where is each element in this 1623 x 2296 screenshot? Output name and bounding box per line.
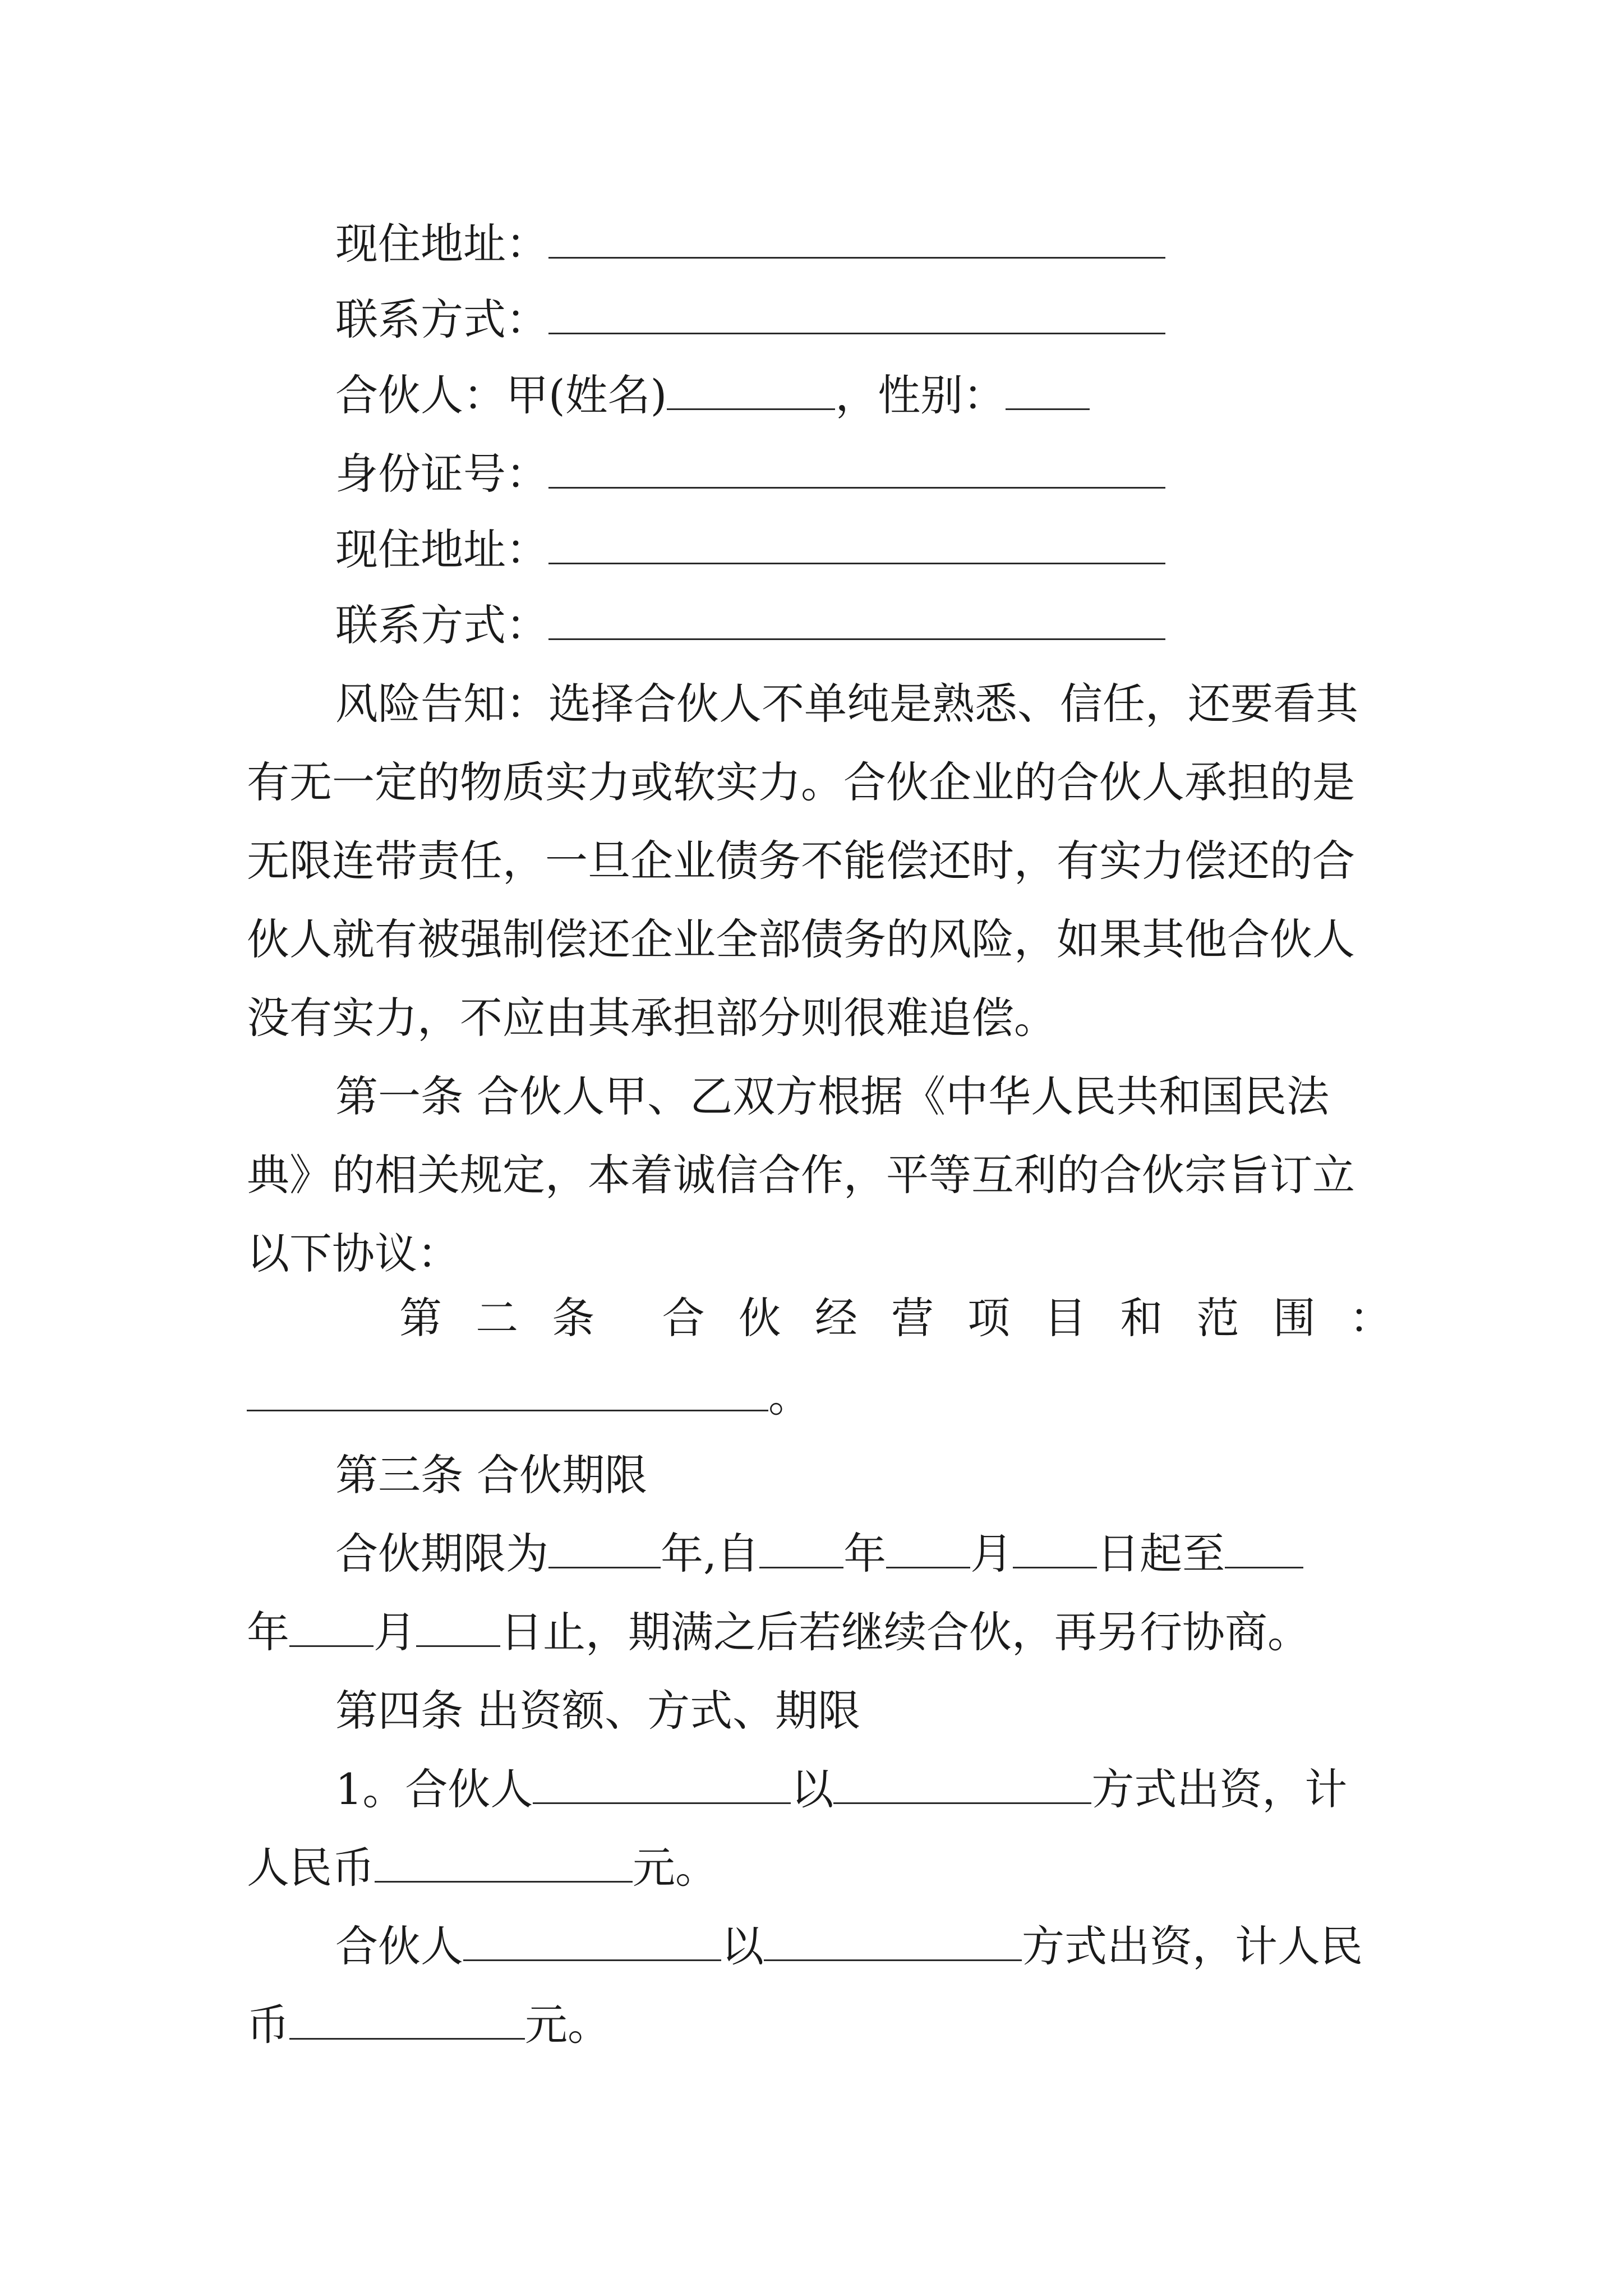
start-day-label: 日起至 <box>1097 1529 1225 1579</box>
article3-line-1 <box>335 1526 1303 1582</box>
article4-p2-line-1 <box>335 1918 1363 1975</box>
article4-item1-line-2 <box>247 1840 718 1896</box>
article1-line-2: 典》的相关规定，本着诚信合作，平等互利的合伙宗旨订立 <box>247 1150 1355 1200</box>
p2-method-label: 方式出资，计人民 <box>1022 1921 1363 1971</box>
item1-partner-blank <box>533 1763 791 1804</box>
address-row-2 <box>335 522 1165 578</box>
address-row <box>335 216 1165 272</box>
term-year-from: 年,自 <box>661 1529 760 1579</box>
start-month-blank <box>886 1527 970 1568</box>
item1-yi: 以 <box>791 1764 834 1814</box>
p2-method-blank <box>764 1920 1022 1961</box>
item1-prefix: 1。合伙人 <box>335 1764 533 1814</box>
p2-amount-blank <box>289 1999 525 2040</box>
p2-partner-blank <box>463 1920 721 1961</box>
risk-line-1: 风险告知：选择合伙人不单纯是熟悉、信任，还要看其 <box>335 679 1358 729</box>
start-month-label: 月 <box>970 1529 1013 1579</box>
article3-ending: 日止，期满之后若继续合伙，再另行协商。 <box>500 1607 1310 1657</box>
gender-label: ，性别： <box>835 370 1006 420</box>
id-row <box>335 446 1165 502</box>
article1-line-1: 第一条 合伙人甲、乙双方根据《中华人民共和国民法 <box>335 1071 1330 1121</box>
address-label-2: 现住地址： <box>335 524 548 574</box>
partner-a-label: 合伙人：甲(姓名) <box>335 370 667 420</box>
item1-rmb: 人民币 <box>247 1843 375 1893</box>
p2-yi: 以 <box>721 1921 764 1971</box>
article1-line-3: 以下协议： <box>247 1228 460 1278</box>
risk-line-2: 有无一定的物质实力或软实力。合伙企业的合伙人承担的是 <box>247 757 1355 807</box>
item1-yuan: 元。 <box>633 1843 718 1893</box>
start-year-label: 年 <box>843 1529 887 1579</box>
article2-char: 和 <box>1120 1293 1163 1343</box>
scope-blank <box>247 1370 768 1411</box>
article3-title: 第三条 合伙期限 <box>335 1450 648 1500</box>
id-label: 身份证号： <box>335 449 548 499</box>
risk-line-4: 伙人就有被强制偿还企业全部债务的风险，如果其他合伙人 <box>247 914 1355 964</box>
article2-char: 二 <box>476 1293 519 1343</box>
article2-char: 伙 <box>738 1293 781 1343</box>
article2-char: 第 <box>399 1293 442 1343</box>
term-years-blank <box>548 1527 661 1568</box>
article2-char: 条 <box>552 1293 595 1343</box>
article2-char: 经 <box>814 1293 857 1343</box>
contact-label-2: 联系方式： <box>335 600 548 650</box>
end-month-label: 月 <box>374 1607 416 1657</box>
risk-line-3: 无限连带责任，一旦企业债务不能偿还时，有实力偿还的合 <box>247 836 1355 886</box>
contact-row <box>335 292 1165 348</box>
start-day-blank <box>1013 1527 1097 1568</box>
article2-heading <box>399 1290 1392 1346</box>
article2-char: 合 <box>662 1293 705 1343</box>
address-label: 现住地址： <box>335 219 548 269</box>
end-day-blank <box>416 1606 500 1647</box>
address-blank-2 <box>548 523 1165 564</box>
article2-char: ： <box>1349 1293 1392 1343</box>
end-year-blank <box>1225 1527 1303 1568</box>
p2-prefix: 合伙人 <box>335 1921 463 1971</box>
article2-char: 围 <box>1272 1293 1316 1343</box>
article2-scope-row <box>247 1369 811 1425</box>
end-month-blank <box>289 1606 374 1647</box>
article4-title: 第四条 出资额、方式、期限 <box>335 1686 861 1736</box>
id-blank <box>548 448 1165 489</box>
article4-item1-line-1 <box>335 1761 1347 1818</box>
article2-char: 项 <box>967 1293 1011 1343</box>
partner-a-row <box>335 367 1090 424</box>
address-blank <box>548 218 1165 259</box>
item1-method-label: 方式出资，计 <box>1091 1764 1348 1814</box>
contact-row-2 <box>335 597 1165 654</box>
article3-line-2 <box>247 1604 1310 1660</box>
partner-a-name-blank <box>667 369 835 410</box>
p2-bi: 币 <box>247 2000 289 2050</box>
article2-char: 范 <box>1196 1293 1239 1343</box>
gender-blank <box>1006 369 1090 410</box>
start-year-blank <box>759 1527 843 1568</box>
article4-p2-line-2 <box>247 1997 610 2053</box>
article2-char: 目 <box>1044 1293 1087 1343</box>
article2-end: 。 <box>768 1372 811 1421</box>
article2-char: 营 <box>891 1293 934 1343</box>
term-label: 合伙期限为 <box>335 1529 548 1579</box>
contact-label: 联系方式： <box>335 295 548 344</box>
item1-method-blank <box>833 1763 1091 1804</box>
risk-line-5: 没有实力，不应由其承担部分则很难追偿。 <box>247 993 1057 1043</box>
item1-amount-blank <box>375 1842 633 1883</box>
contact-blank <box>548 293 1165 334</box>
end-year-label: 年 <box>247 1607 289 1657</box>
contact-blank-2 <box>548 599 1165 640</box>
p2-yuan: 元。 <box>525 2000 610 2050</box>
